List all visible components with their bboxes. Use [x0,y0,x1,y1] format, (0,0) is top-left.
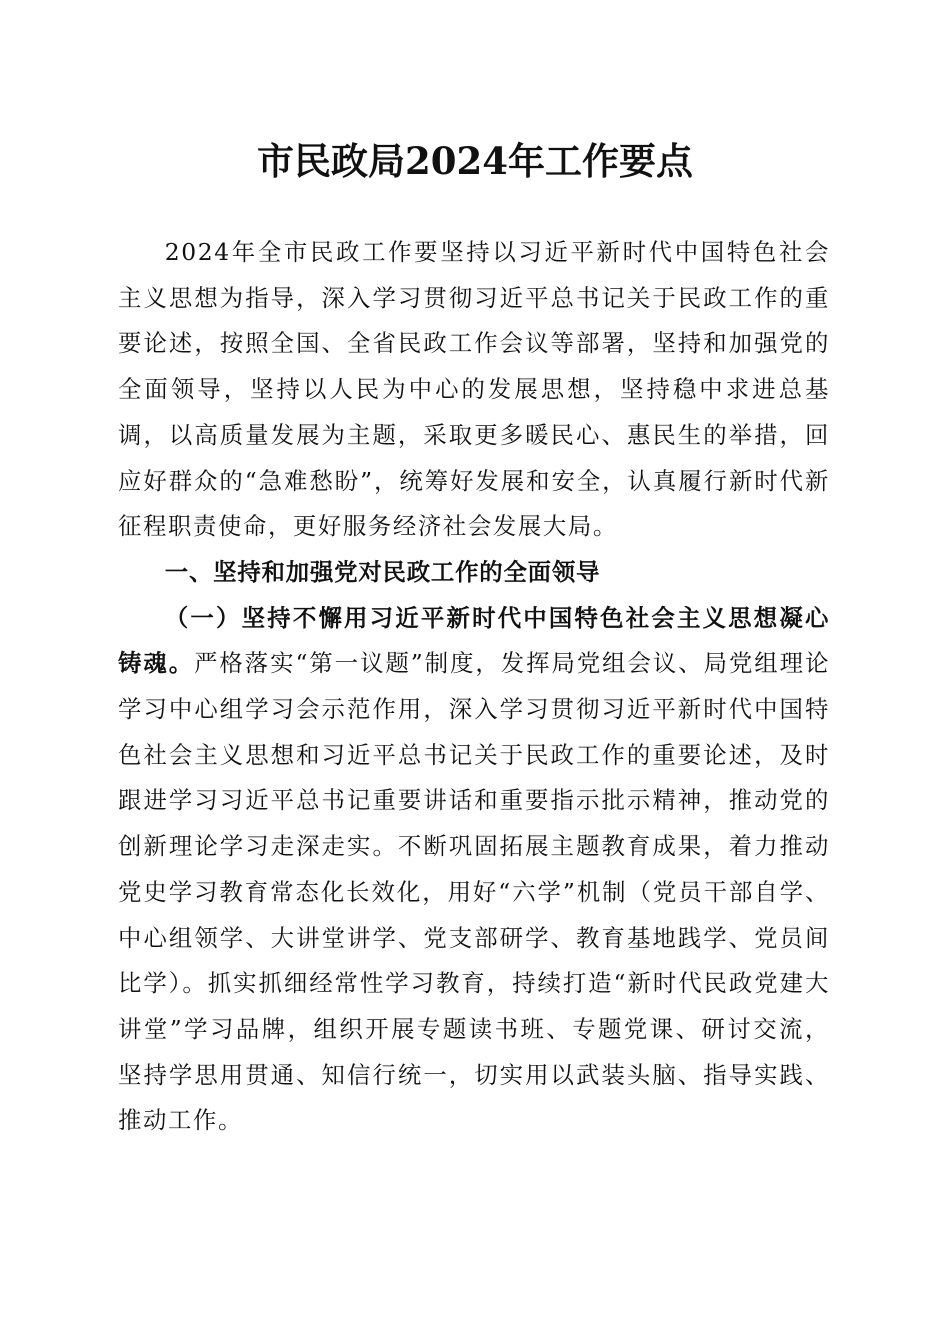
section-1-heading: 一、坚持和加强党对民政工作的全面领导 [164,557,601,586]
document-body [118,230,830,1144]
section-1-item-1-heading: （一）坚持不懈用习近平新时代中国特色社会主义思想凝心铸魂。 [118,603,830,678]
intro-paragraph: 2024年全市民政工作要坚持以习近平新时代中国特色社会主义思想为指导，深入学习贯彻习近平总书记关于民政工作的重要论述，按照全国、全省民政工作会议等部署，坚持和加强党的全面领导，坚持以人民为中心的发展思想，坚持稳中求进总基调，以高质量发展为主题，采取更多暖民心、惠民生的举措，回应好群众的“急难愁盼”，统筹好发展和安全，认真履行新时代新征程职责使命，更好服务经济社会发展大局。 [118,238,830,541]
section-1-item-1-paragraph [118,596,830,1144]
section-1-item-1-body: 严格落实“第一议题”制度，发挥局党组会议、局党组理论学习中心组学习会示范作用，深入学习贯彻习近平新时代中国特色社会主义思想和习近平总书记关于民政工作的重要论述，及时跟进学习习近平总书记重要讲话和重要指示批示精神，推动党的创新理论学习走深走实。不断巩固拓展主题教育成果，着力推动党史学习教育常态化长效化，用好“六学”机制（党员干部自学、中心组领学、大讲堂讲学、党支部研学、教育基地践学、党员间比学）。抓实抓细经常性学习教育，持续打造“新时代民政党建大讲堂”学习品牌，组织开展专题读书班、专题党课、研讨交流，坚持学思用贯通、知信行统一，切实用以武装头脑、指导实践、推动工作。 [118,649,830,1135]
document-title: 市民政局2024年工作要点 [257,139,693,183]
